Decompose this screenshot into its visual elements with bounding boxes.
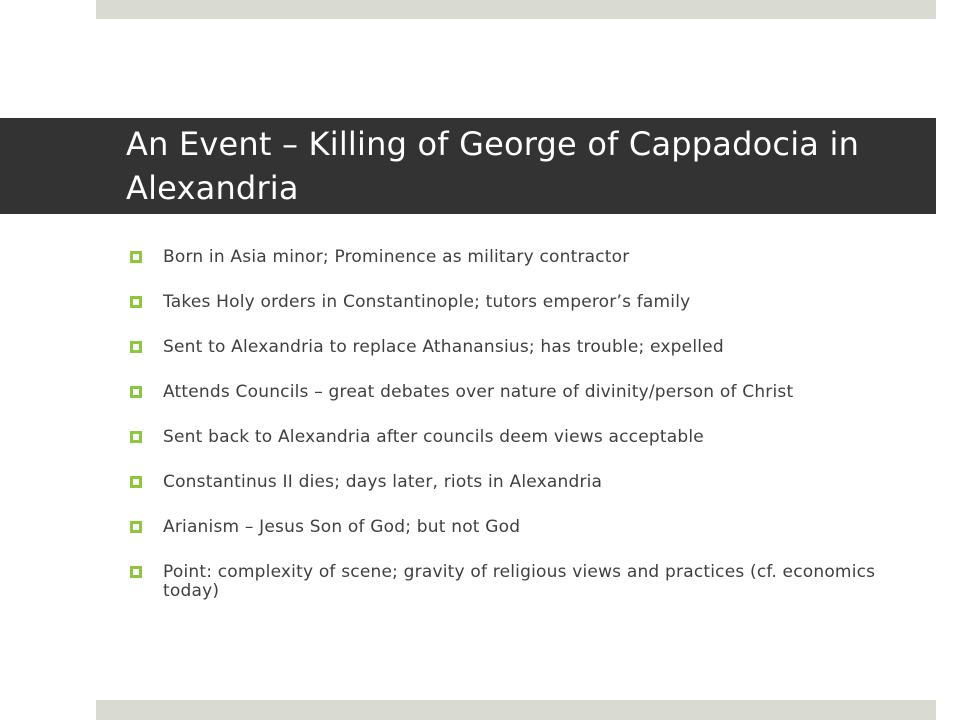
bullet-item: [130, 383, 920, 402]
bullet-text: Born in Asia minor; Prominence as military contractor: [163, 247, 630, 267]
bullet-item: [130, 293, 920, 312]
bullet-item: [130, 428, 920, 447]
square-bullet-icon: [130, 566, 142, 578]
bullet-item: [130, 338, 920, 357]
top-accent-bar: [96, 0, 936, 19]
bullet-list: [130, 248, 920, 627]
square-bullet-icon: [130, 476, 142, 488]
bullet-text: Constantinus II dies; days later, riots in Alexandria: [163, 472, 603, 492]
square-bullet-icon: [130, 341, 142, 353]
bottom-accent-bar: [96, 700, 936, 720]
bullet-item: [130, 248, 920, 267]
bullet-item: [130, 473, 920, 492]
slide-title: An Event – Killing of George of Cappadocia in Alexandria: [126, 125, 860, 207]
bullet-text: Arianism – Jesus Son of God; but not God: [163, 517, 521, 537]
bullet-item: [130, 518, 920, 537]
bullet-text: Sent back to Alexandria after councils deem views acceptable: [163, 427, 704, 447]
bullet-text: Sent to Alexandria to replace Athanansius; has trouble; expelled: [163, 337, 724, 357]
bullet-text: Attends Councils – great debates over nature of divinity/person of Christ: [163, 382, 794, 402]
title-band: [0, 118, 936, 214]
bullet-text: Point: complexity of scene; gravity of religious views and practices (cf. economics today): [163, 562, 876, 601]
square-bullet-icon: [130, 431, 142, 443]
bullet-text: Takes Holy orders in Constantinople; tutors emperor’s family: [163, 292, 691, 312]
square-bullet-icon: [130, 521, 142, 533]
square-bullet-icon: [130, 251, 142, 263]
square-bullet-icon: [130, 386, 142, 398]
bullet-item: [130, 563, 920, 601]
square-bullet-icon: [130, 296, 142, 308]
